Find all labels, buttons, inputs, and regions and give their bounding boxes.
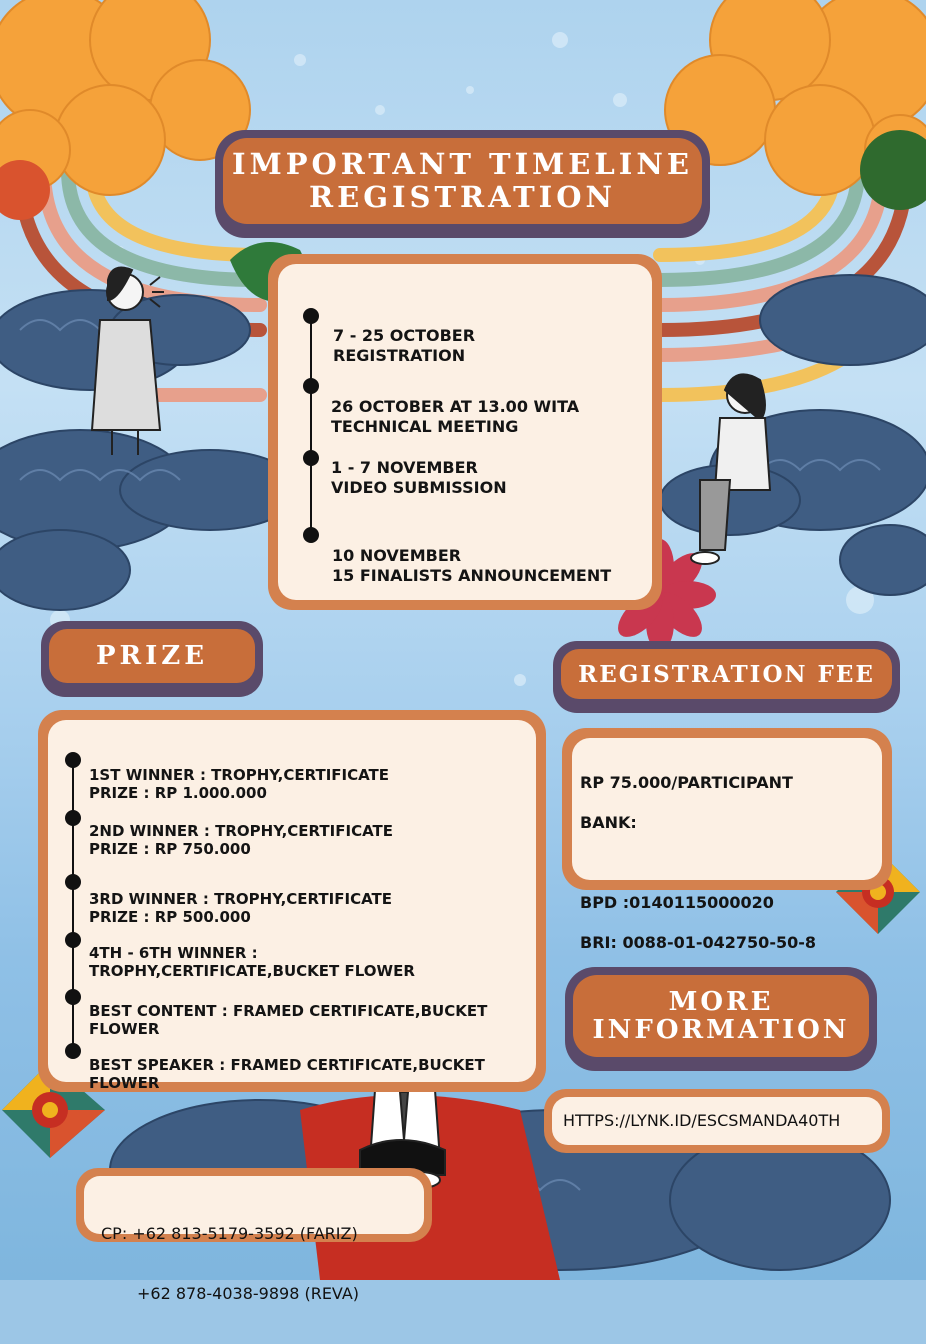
fee-bank-label: BANK: bbox=[580, 813, 637, 832]
prize-dot bbox=[65, 932, 81, 948]
fee-amount: RP 75.000/PARTICIPANT bbox=[580, 773, 793, 792]
timeline-dot bbox=[303, 527, 319, 543]
fee-header bbox=[553, 641, 900, 713]
prize-title: PRIZE bbox=[95, 641, 209, 671]
prize-item: 2ND WINNER : TROPHY,CERTIFICATE PRIZE : RP 750.000 bbox=[89, 822, 393, 858]
fee-bri: BRI: 0088-01-042750-50-8 bbox=[580, 933, 816, 952]
fee-title: REGISTRATION FEE bbox=[578, 660, 875, 688]
prize-item: BEST CONTENT : FRAMED CERTIFICATE,BUCKET FLOWER bbox=[89, 1002, 488, 1038]
timeline-item: 7 - 25 OCTOBER REGISTRATION bbox=[333, 326, 476, 365]
timeline-title-line2: REGISTRATION bbox=[309, 180, 616, 214]
prize-item: 1ST WINNER : TROPHY,CERTIFICATE PRIZE : RP 1.000.000 bbox=[89, 766, 390, 802]
prize-header bbox=[41, 621, 263, 697]
more-info-header bbox=[565, 967, 877, 1071]
timeline-title-line1: IMPORTANT TIMELINE bbox=[232, 147, 693, 181]
prize-dot bbox=[65, 810, 81, 826]
prize-item: BEST SPEAKER : FRAMED CERTIFICATE,BUCKET FLOWER bbox=[89, 1056, 485, 1092]
prize-dot bbox=[65, 874, 81, 890]
prize-dot bbox=[65, 1043, 81, 1059]
timeline-item: 1 - 7 NOVEMBER VIDEO SUBMISSION bbox=[331, 458, 507, 497]
timeline-line bbox=[310, 316, 312, 538]
timeline-dot bbox=[303, 308, 319, 324]
fee-bpd: BPD :0140115000020 bbox=[580, 893, 774, 912]
contact-info bbox=[101, 1184, 359, 1344]
more-info-title-line2: INFORMATION bbox=[592, 1015, 850, 1045]
contact-line1: CP: +62 813-5179-3592 (FARIZ) bbox=[101, 1224, 358, 1243]
prize-dot bbox=[65, 989, 81, 1005]
more-info-link[interactable]: HTTPS://LYNK.ID/ESCSMANDA40TH bbox=[563, 1111, 841, 1130]
timeline-dot bbox=[303, 450, 319, 466]
more-info-title-line1: MORE bbox=[668, 987, 774, 1017]
prize-dot bbox=[65, 752, 81, 768]
timeline-header bbox=[215, 130, 710, 238]
contact-line2: +62 878-4038-9898 (REVA) bbox=[137, 1284, 360, 1303]
timeline-dot bbox=[303, 378, 319, 394]
prize-item: 4TH - 6TH WINNER : TROPHY,CERTIFICATE,BUCKET FLOWER bbox=[89, 944, 415, 980]
timeline-item: 10 NOVEMBER 15 FINALISTS ANNOUNCEMENT bbox=[332, 546, 612, 585]
timeline-item: 26 OCTOBER AT 13.00 WITA TECHNICAL MEETING bbox=[331, 397, 580, 436]
prize-item: 3RD WINNER : TROPHY,CERTIFICATE PRIZE : RP 500.000 bbox=[89, 890, 392, 926]
prize-line bbox=[72, 760, 74, 1052]
